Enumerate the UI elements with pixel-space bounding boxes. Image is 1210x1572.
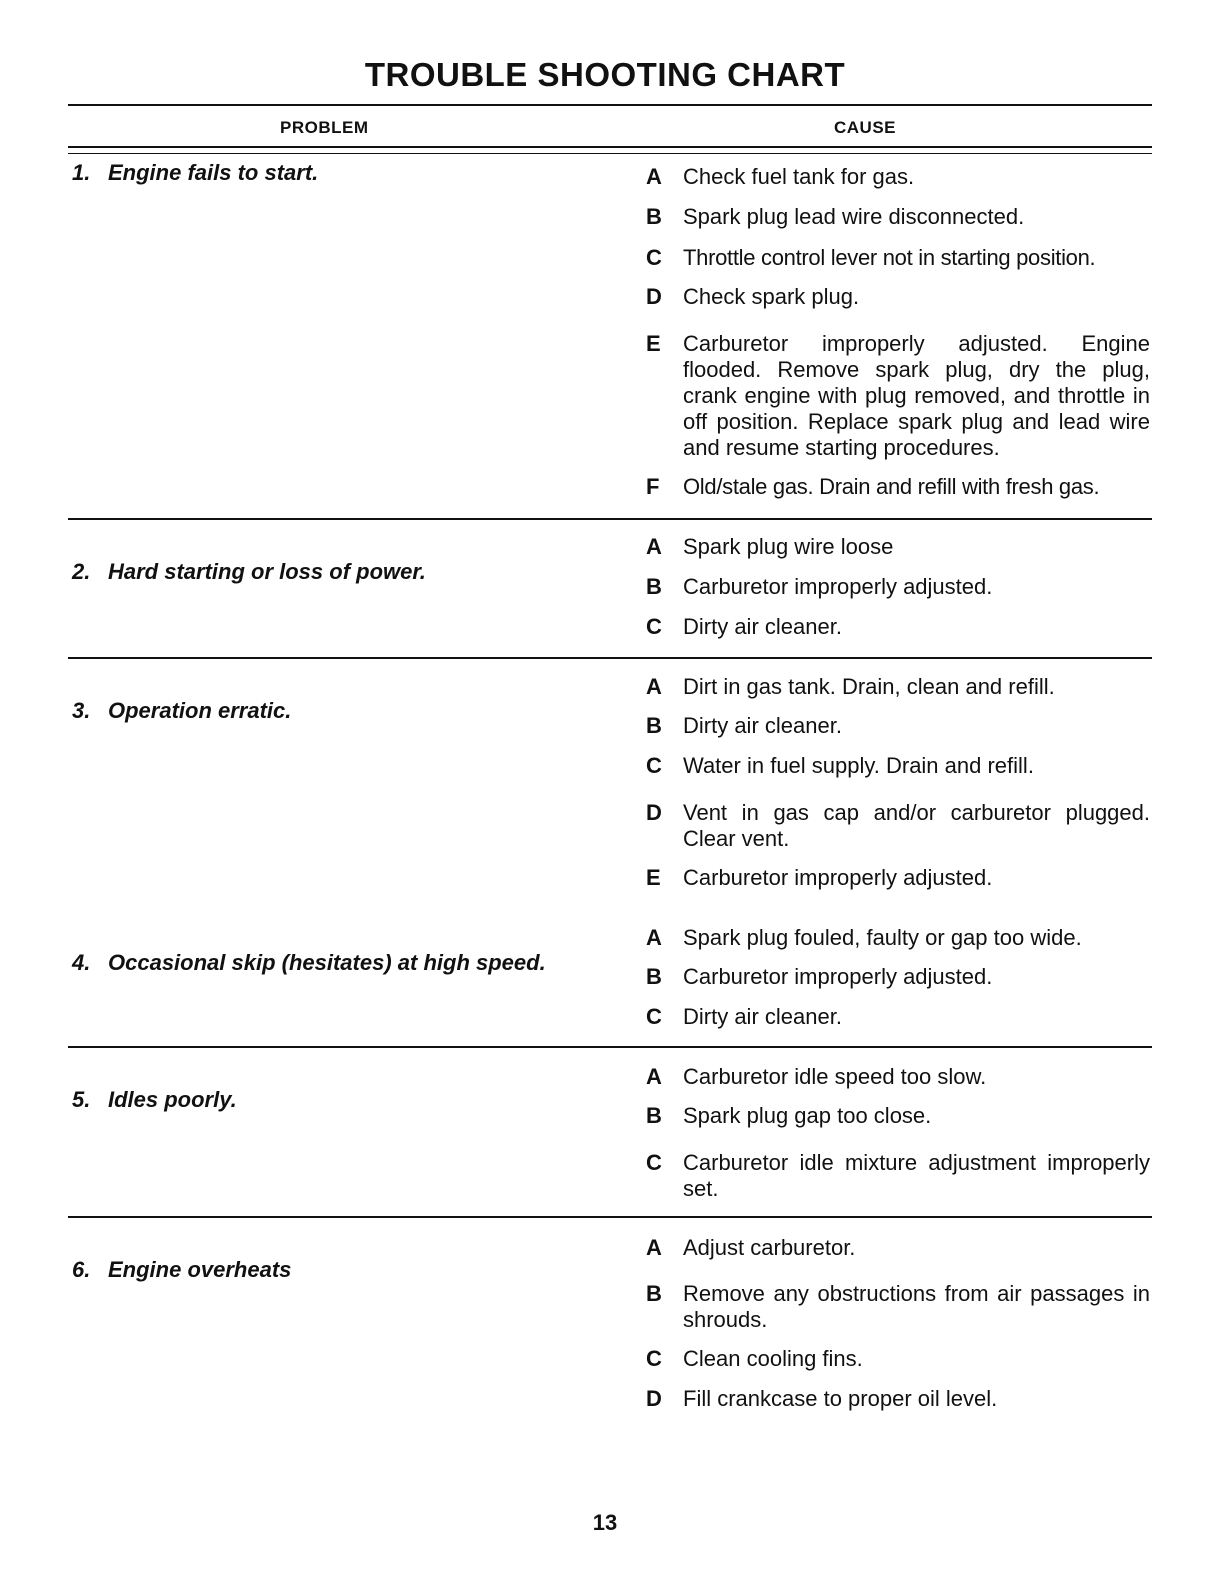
cause-item: [646, 614, 1150, 640]
cause-item: [646, 713, 1150, 739]
cause-text: Dirty air cleaner.: [683, 614, 842, 639]
problem-text: Engine fails to start.: [108, 160, 319, 185]
cause-text: Spark plug lead wire disconnected.: [683, 204, 1025, 229]
cause-text: Carburetor idle speed too slow.: [683, 1064, 987, 1089]
cause-letter: A: [646, 164, 662, 189]
cause-letter: C: [646, 1004, 662, 1029]
problem-row-3: [72, 698, 632, 724]
cause-text: Throttle control lever not in starting position.: [683, 245, 1096, 270]
cause-item: [646, 331, 1150, 461]
problem-number: 3.: [72, 698, 91, 723]
cause-text: Carburetor improperly adjusted.: [683, 574, 993, 599]
cause-text: Dirty air cleaner.: [683, 1004, 842, 1029]
header-top-rule: [68, 104, 1152, 106]
cause-item: [646, 284, 1150, 310]
cause-letter: C: [646, 614, 662, 639]
cause-item: [646, 1346, 1150, 1372]
cause-item: [646, 865, 1150, 891]
cause-item: [646, 204, 1150, 230]
row-divider: [68, 1046, 1152, 1048]
cause-letter: E: [646, 331, 661, 356]
cause-item: [646, 1004, 1150, 1030]
cause-letter: C: [646, 1346, 662, 1371]
cause-letter: A: [646, 1235, 662, 1260]
cause-item: [646, 574, 1150, 600]
cause-item: [646, 1235, 1150, 1261]
cause-text: Water in fuel supply. Drain and refill.: [683, 753, 1034, 778]
cause-letter: D: [646, 800, 662, 825]
problem-row-4: [72, 950, 632, 976]
cause-letter: B: [646, 1103, 662, 1128]
problem-number: 2.: [72, 559, 91, 584]
cause-item: [646, 674, 1150, 700]
problem-text: Engine overheats: [108, 1257, 292, 1282]
row-divider: [68, 518, 1152, 520]
page-title: TROUBLE SHOOTING CHART: [364, 56, 846, 93]
problem-row-5: [72, 1087, 632, 1113]
page-number: 13: [592, 1510, 618, 1535]
cause-text: Old/stale gas. Drain and refill with fresh gas.: [683, 474, 1100, 499]
cause-item: [646, 1386, 1150, 1412]
problem-text: Hard starting or loss of power.: [108, 559, 426, 584]
cause-letter: A: [646, 674, 662, 699]
cause-letter: A: [646, 925, 662, 950]
cause-column-header: CAUSE: [834, 118, 897, 137]
header-bottom-rule: [68, 146, 1152, 148]
header-bottom-rule-thin: [68, 153, 1152, 154]
cause-letter: D: [646, 1386, 662, 1411]
cause-letter: B: [646, 204, 662, 229]
problem-row-2: [72, 559, 632, 585]
cause-item: [646, 925, 1150, 951]
cause-text: Carburetor improperly adjusted. Engine flooded. Remove spark plug, dry the plug, crank engine with plug removed, and throttle in off position. Replace spark plug and lead wire and resume starting procedures.: [683, 331, 1150, 460]
cause-item: [646, 1103, 1150, 1129]
problem-column-header: PROBLEM: [280, 118, 369, 137]
cause-letter: B: [646, 1281, 662, 1306]
cause-text: Carburetor idle mixture adjustment improperly set.: [683, 1150, 1150, 1201]
cause-item: [646, 1281, 1150, 1333]
cause-item: [646, 964, 1150, 990]
cause-item: [646, 164, 1150, 190]
cause-text: Dirty air cleaner.: [683, 713, 842, 738]
cause-text: Check spark plug.: [683, 284, 860, 309]
cause-letter: F: [646, 474, 660, 499]
cause-text: Carburetor improperly adjusted.: [683, 865, 993, 890]
problem-row-6: [72, 1257, 632, 1283]
cause-item: [646, 1064, 1150, 1090]
cause-letter: B: [646, 964, 662, 989]
cause-item: [646, 245, 1150, 271]
cause-text: Dirt in gas tank. Drain, clean and refill.: [683, 674, 1055, 699]
problem-number: 5.: [72, 1087, 91, 1112]
cause-item: [646, 753, 1150, 779]
cause-text: Adjust carburetor.: [683, 1235, 856, 1260]
cause-letter: A: [646, 1064, 662, 1089]
row-divider: [68, 657, 1152, 659]
row-divider: [68, 1216, 1152, 1218]
cause-text: Vent in gas cap and/or carburetor plugged. Clear vent.: [683, 800, 1150, 851]
cause-item: [646, 534, 1150, 560]
cause-text: Clean cooling fins.: [683, 1346, 863, 1371]
cause-item: [646, 1150, 1150, 1202]
cause-letter: B: [646, 713, 662, 738]
problem-number: 6.: [72, 1257, 91, 1282]
problem-row-1: [72, 160, 632, 186]
cause-item: [646, 800, 1150, 852]
cause-text: Carburetor improperly adjusted.: [683, 964, 993, 989]
cause-letter: B: [646, 574, 662, 599]
cause-letter: C: [646, 753, 662, 778]
problem-text: Occasional skip (hesitates) at high speed.: [108, 950, 546, 975]
problem-number: 4.: [72, 950, 91, 975]
cause-letter: E: [646, 865, 661, 890]
cause-text: Spark plug gap too close.: [683, 1103, 932, 1128]
cause-text: Spark plug wire loose: [683, 534, 894, 559]
cause-text: Fill crankcase to proper oil level.: [683, 1386, 998, 1411]
cause-letter: C: [646, 1150, 662, 1175]
problem-text: Operation erratic.: [108, 698, 292, 723]
cause-letter: D: [646, 284, 662, 309]
cause-item: [646, 474, 1150, 500]
problem-text: Idles poorly.: [108, 1087, 237, 1112]
problem-number: 1.: [72, 160, 91, 185]
cause-letter: A: [646, 534, 662, 559]
cause-text: Spark plug fouled, faulty or gap too wide.: [683, 925, 1082, 950]
cause-text: Check fuel tank for gas.: [683, 164, 915, 189]
cause-letter: C: [646, 245, 662, 270]
cause-text: Remove any obstructions from air passages in shrouds.: [683, 1281, 1150, 1332]
